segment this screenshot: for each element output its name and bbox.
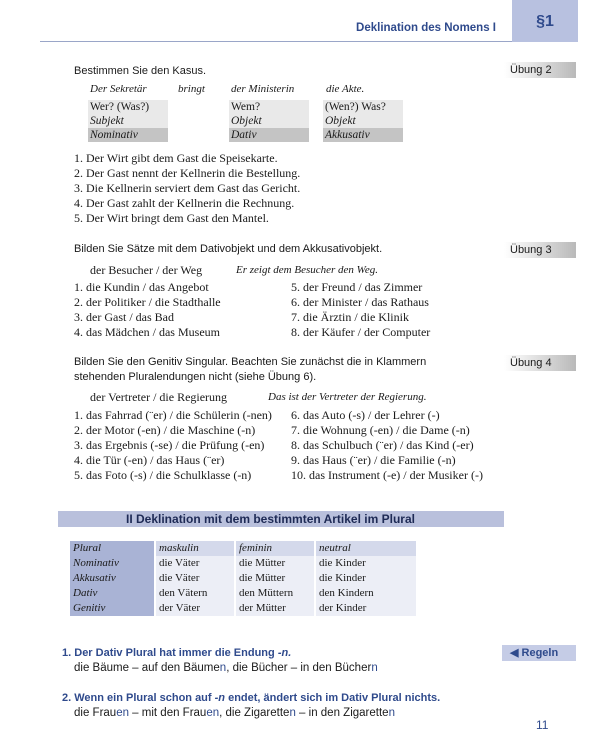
kasus-question: Wer? (Was?) (88, 100, 168, 114)
ex4-item: 8. das Schulbuch (¨er) / das Kind (-er) (291, 438, 474, 452)
section-number: §1 (536, 13, 554, 30)
table-header-cell: Plural (70, 541, 156, 556)
kasus-box-akkusativ (323, 100, 403, 142)
ex4-example-answer: Das ist der Vertreter der Regierung. (268, 391, 427, 403)
ex4-badge: Übung 4 (504, 355, 576, 371)
ex4-item: 7. die Wohnung (-en) / die Dame (-n) (291, 423, 470, 437)
ex3-item: 5. der Freund / das Zimmer (291, 280, 423, 294)
ex3-instruction: Bilden Sie Sätze mit dem Dativobjekt und dem Akkusativobjekt. (74, 243, 383, 255)
ex3-item: 8. der Käufer / der Computer (291, 325, 431, 339)
ex4-item: 9. das Haus (¨er) / die Familie (-n) (291, 453, 456, 467)
table-row (70, 556, 416, 571)
table-cell: der Kinder (316, 601, 416, 616)
chapter-title: Deklination des Nomens I (356, 22, 496, 34)
section-heading: II Deklination mit dem bestimmten Artikel im Plural (126, 512, 415, 526)
table-row (70, 586, 416, 601)
table-row (70, 571, 416, 586)
ex4-item: 6. das Auto (-s) / der Lehrer (-) (291, 408, 440, 422)
table-header-row (70, 541, 416, 556)
ex4-instruction-line1: Bilden Sie den Genitiv Singular. Beachten Sie zunächst die in Klammern (74, 356, 427, 368)
kasus-role: Objekt (323, 114, 403, 128)
section-heading-bar (58, 511, 504, 527)
table-cell: der Väter (156, 601, 236, 616)
rule-1-ending-highlight: n (371, 662, 378, 674)
kasus-question: (Wen?) Was? (323, 100, 403, 114)
table-header-cell: feminin (236, 541, 316, 556)
plural-declension-table (70, 541, 416, 616)
ex3-item: 7. die Ärztin / die Klinik (291, 310, 409, 324)
ex4-item: 10. das Instrument (-e) / der Musiker (-) (291, 468, 483, 482)
rule-1-number: 1. (62, 647, 72, 659)
rule-2-example-part: , die Zigarette (219, 707, 290, 719)
table-cell-case: Genitiv (70, 601, 156, 616)
table-cell: die Mütter (236, 556, 316, 571)
rule-2-example-part: die Frau (74, 707, 117, 719)
ex3-item: 3. der Gast / das Bad (74, 310, 174, 324)
rule-2-ending: -n (214, 692, 226, 704)
rule-1-example-part: , die Bücher – in den Bücher (226, 662, 372, 674)
rule-1-ending: -n. (277, 647, 292, 659)
rule-2-ending-highlight: en (116, 707, 129, 719)
ex4-item: 4. die Tür (-en) / das Haus (¨er) (74, 453, 225, 467)
ex2-instruction: Bestimmen Sie den Kasus. (74, 65, 207, 77)
rule-1-ending-highlight: n (219, 662, 227, 674)
kasus-role: Objekt (229, 114, 309, 128)
table-cell: der Mütter (236, 601, 316, 616)
table-header-cell: neutral (316, 541, 416, 556)
ex4-example-prompt: der Vertreter / die Regierung (90, 390, 228, 404)
ex2-example-accusative: die Akte. (326, 83, 365, 95)
rule-2-text: Wenn ein Plural schon auf (74, 692, 212, 704)
ex2-example-verb: bringt (178, 83, 205, 95)
ex3-item: 6. der Minister / das Rathaus (291, 295, 429, 309)
rules-link[interactable]: ◀ Regeln (502, 645, 576, 661)
ex3-example-answer: Er zeigt dem Besucher den Weg. (236, 264, 378, 276)
kasus-name: Nominativ (88, 128, 168, 142)
ex2-badge: Übung 2 (504, 62, 576, 78)
table-cell: die Väter (156, 571, 236, 586)
rule-2-ending-highlight: n (289, 707, 296, 719)
table-cell: die Kinder (316, 556, 416, 571)
section-tab (512, 0, 578, 42)
ex2-item: 3. Die Kellnerin serviert dem Gast das Gericht. (74, 181, 301, 195)
page-number: 11 (536, 718, 549, 732)
ex3-item: 4. das Mädchen / das Museum (74, 325, 220, 339)
table-header-cell: maskulin (156, 541, 236, 556)
rule-2-text: endet, ändert sich im Dativ Plural nichts. (228, 692, 441, 704)
kasus-box-nominativ (88, 100, 168, 142)
ex3-item: 2. der Politiker / die Stadthalle (74, 295, 221, 309)
kasus-role: Subjekt (88, 114, 168, 128)
rule-1-heading (62, 647, 291, 659)
ex2-item: 2. Der Gast nennt der Kellnerin die Bestellung. (74, 166, 301, 180)
table-cell-case: Nominativ (70, 556, 156, 571)
ex4-item: 3. das Ergebnis (-se) / die Prüfung (-en) (74, 438, 265, 452)
kasus-name: Akkusativ (323, 128, 403, 142)
table-cell: den Kindern (316, 586, 416, 601)
table-cell: die Kinder (316, 571, 416, 586)
ex3-item: 1. die Kundin / das Angebot (74, 280, 209, 294)
rule-2-example-part: – mit den Frau (128, 707, 207, 719)
ex2-item: 4. Der Gast zahlt der Kellnerin die Rechnung. (74, 196, 295, 210)
table-row (70, 601, 416, 616)
table-cell: den Vätern (156, 586, 236, 601)
kasus-name: Dativ (229, 128, 309, 142)
ex4-item: 1. das Fahrrad (¨er) / die Schülerin (-nen) (74, 408, 272, 422)
ex4-item: 5. das Foto (-s) / die Schulklasse (-n) (74, 468, 252, 482)
rule-2-number: 2. (62, 692, 72, 704)
table-cell-case: Dativ (70, 586, 156, 601)
ex4-item: 2. der Motor (-en) / die Maschine (-n) (74, 423, 256, 437)
rule-1-text: Der Dativ Plural hat immer die Endung (74, 647, 275, 659)
ex2-example-subject: Der Sekretär (90, 83, 147, 95)
ex3-badge: Übung 3 (504, 242, 576, 258)
header-rule (40, 41, 512, 42)
table-cell: den Müttern (236, 586, 316, 601)
rule-2-heading (62, 692, 440, 704)
rule-2-ending-highlight: en (206, 707, 220, 719)
rule-2-example-part: – in den Zigarette (295, 707, 389, 719)
ex2-item: 5. Der Wirt bringt dem Gast den Mantel. (74, 211, 269, 225)
table-cell: die Väter (156, 556, 236, 571)
table-cell: die Mütter (236, 571, 316, 586)
ex3-example-prompt: der Besucher / der Weg (90, 263, 203, 277)
rule-2-example (74, 707, 395, 719)
table-cell-case: Akkusativ (70, 571, 156, 586)
rule-1-example (74, 662, 378, 674)
rule-1-example-part: die Bäume – auf den Bäume (74, 662, 220, 674)
ex4-instruction-line2: stehenden Pluralendungen nicht (siehe Übung 6). (74, 371, 317, 383)
kasus-box-dativ (229, 100, 309, 142)
ex2-example-dative: der Ministerin (231, 83, 295, 95)
ex2-item: 1. Der Wirt gibt dem Gast die Speisekarte. (74, 151, 278, 165)
rule-2-ending-highlight: n (388, 707, 395, 719)
kasus-question: Wem? (229, 100, 309, 114)
